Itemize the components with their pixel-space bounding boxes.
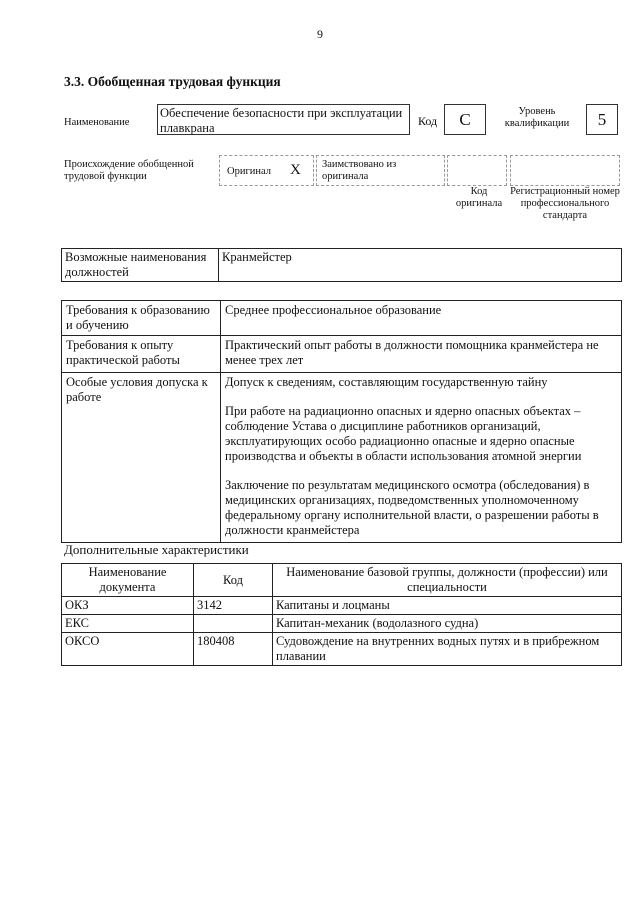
- doc-name-cell: ОКСО: [62, 633, 194, 666]
- code-label: Код: [418, 114, 438, 128]
- positions-label: Возможные наименования должностей: [62, 249, 219, 282]
- requirement-row: [62, 336, 622, 373]
- code-cell: 180408: [194, 633, 273, 666]
- name-value: Обеспечение безопасности при эксплуатации плавкрана: [160, 106, 403, 135]
- doc-name-cell: ЕКС: [62, 615, 194, 633]
- additional-header-row: [62, 564, 622, 597]
- requirement-paragraph: Заключение по результатам медицинского осмотра (обследования) в медицинских организациях, подведомственных уполномоченному федеральному органу исполнительной власти, о разрешении работы в должности кранмейстера: [225, 478, 599, 537]
- table-row: [62, 633, 622, 666]
- reg-number-box: [510, 155, 620, 186]
- group-name-cell: Капитаны и лоцманы: [273, 597, 622, 615]
- requirement-label: Требования к образованию и обучению: [62, 301, 221, 336]
- level-value: 5: [586, 104, 618, 135]
- original-label: Оригинал: [227, 166, 271, 177]
- origin-label: Происхождение обобщенной трудовой функции: [64, 159, 194, 182]
- table-row: [62, 615, 622, 633]
- additional-table: [61, 563, 622, 666]
- table-row: [62, 597, 622, 615]
- positions-table: [61, 248, 622, 282]
- group-name-cell: Судовождение на внутренних водных путях и в прибрежном плавании: [273, 633, 622, 666]
- positions-value: Кранмейстер: [219, 249, 622, 282]
- requirement-paragraph: Допуск к сведениям, составляющим государственную тайну: [225, 375, 548, 389]
- level-label: Уровень квалификации: [504, 106, 570, 129]
- header-doc-name: Наименование документа: [62, 564, 194, 597]
- requirement-row: [62, 301, 622, 336]
- requirements-table: [61, 300, 622, 543]
- code-cell: 3142: [194, 597, 273, 615]
- original-box: [219, 155, 314, 186]
- group-name-cell: Капитан-механик (водолазного судна): [273, 615, 622, 633]
- additional-title: Дополнительные характеристики: [64, 542, 249, 557]
- code-original-caption: Код оригинала: [455, 186, 503, 209]
- requirement-label: Особые условия допуска к работе: [62, 373, 221, 543]
- reg-number-caption: Регистрационный номер профессионального стандарта: [510, 186, 620, 221]
- code-cell: [194, 615, 273, 633]
- doc-name-cell: ОКЗ: [62, 597, 194, 615]
- requirement-value: [221, 373, 622, 543]
- name-value-box: [157, 104, 410, 135]
- header-group-name: Наименование базовой группы, должности (профессии) или специальности: [273, 564, 622, 597]
- borrowed-label: Заимствовано из оригинала: [322, 159, 397, 182]
- name-label: Наименование: [64, 117, 130, 128]
- section-title: 3.3. Обобщенная трудовая функция: [64, 74, 281, 89]
- header-code: Код: [194, 564, 273, 597]
- requirement-paragraph: Практический опыт работы в должности помощника кранмейстера не менее трех лет: [225, 338, 599, 367]
- requirement-row: [62, 373, 622, 543]
- positions-row: [62, 249, 622, 282]
- requirement-value: [221, 301, 622, 336]
- page-number: 9: [317, 27, 323, 41]
- requirement-paragraph: Среднее профессиональное образование: [225, 303, 442, 317]
- code-original-box: [447, 155, 507, 186]
- original-mark: X: [290, 162, 301, 178]
- borrowed-box: [316, 155, 445, 186]
- requirement-label: Требования к опыту практической работы: [62, 336, 221, 373]
- code-value: C: [444, 104, 486, 135]
- requirement-value: [221, 336, 622, 373]
- requirement-paragraph: При работе на радиационно опасных и ядерно опасных объектах – соблюдение Устава о дисциплине работников организаций, эксплуатирующих особо радиационно опасные и ядерно опасные производства и объекты в области использования атомной энергии: [225, 404, 582, 463]
